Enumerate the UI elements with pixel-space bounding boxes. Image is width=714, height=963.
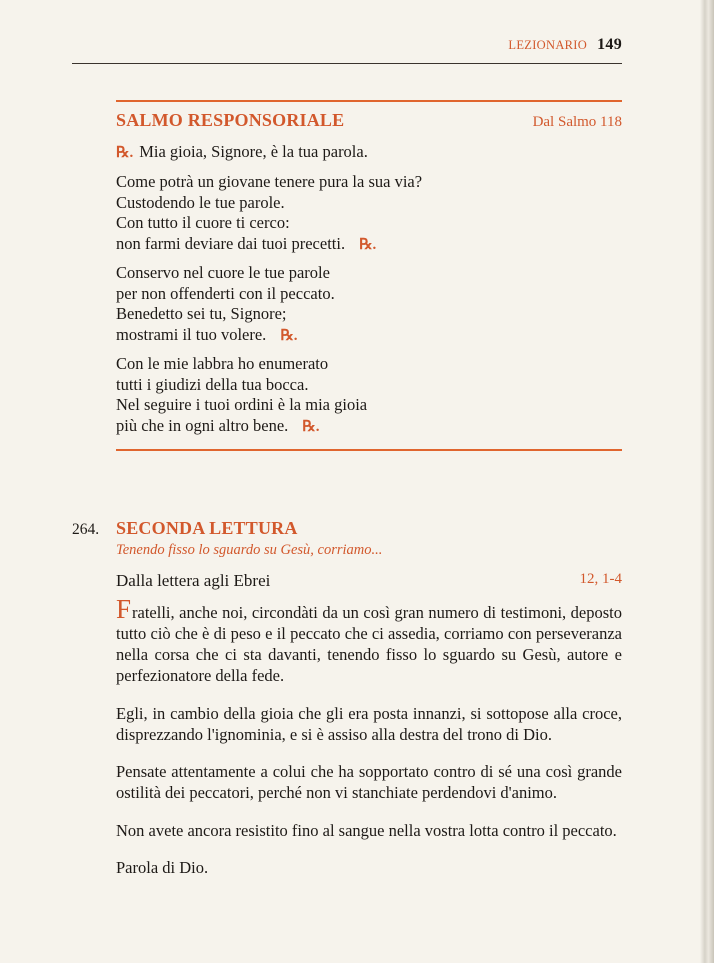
page-edge — [700, 0, 714, 963]
response-symbol: ℞. — [302, 418, 320, 435]
stanza-line: per non offenderti con il peccato. — [116, 283, 335, 303]
page-number: 149 — [597, 36, 622, 53]
response-symbol: ℞. — [280, 327, 298, 344]
reading-paragraph-3: Pensate attentamente a colui che ha sopportato contro di sé una così grande ostilità dei peccatori, perché non vi stanchiate perdendovi d'animo. — [116, 762, 622, 802]
reading-number: 264. — [72, 521, 100, 538]
stanza-line — [116, 234, 622, 256]
header-rule — [72, 63, 622, 64]
response-text: Mia gioia, Signore, è la tua parola. — [139, 142, 368, 161]
reading-heading — [72, 518, 622, 539]
second-reading — [72, 518, 622, 878]
stanza-line: Nel seguire i tuoi ordini è la mia gioia — [116, 395, 368, 414]
stanza-line-text: più che in ogni altro bene. — [116, 415, 289, 435]
reading-source: Dalla lettera agli Ebrei — [116, 571, 271, 590]
stanza-line: tutti i giudizi della tua bocca. — [116, 374, 309, 394]
section-name: LEZIONARIO — [508, 38, 588, 52]
response-symbol: ℞. — [359, 236, 377, 253]
stanza-line: Custodendo le tue parole. — [116, 192, 285, 212]
psalm-title: SALMO RESPONSORIALE — [116, 110, 345, 130]
running-head — [72, 36, 622, 54]
psalm-source: Dal Salmo 118 — [532, 114, 622, 130]
psalm-response — [116, 141, 622, 164]
reading-reference: 12, 1-4 — [579, 571, 622, 587]
psalm-heading — [116, 110, 622, 131]
reading-title: SECONDA LETTURA — [116, 518, 298, 538]
reading-source-row — [116, 571, 622, 591]
stanza-line: Conservo nel cuore le tue parole — [116, 263, 330, 282]
psalm-bottom-rule — [116, 449, 622, 451]
stanza-line: Con tutto il cuore ti cerco: — [116, 213, 290, 232]
stanza-line-text: non farmi deviare dai tuoi precetti. — [116, 233, 346, 253]
stanza-line — [116, 325, 622, 347]
reading-paragraph-2: Egli, in cambio della gioia che gli era posta innanzi, si sottopose alla croce, disprezzando l'ignominia, e si è assiso alla destra del trono di Dio. — [116, 703, 622, 744]
response-symbol: ℞. — [116, 145, 134, 161]
psalm-stanza-2 — [116, 263, 622, 346]
reading-closing: Parola di Dio. — [116, 858, 209, 877]
stanza-line: Benedetto sei tu, Signore; — [116, 304, 287, 323]
reading-paragraph-4: Non avete ancora resistito fino al sangue nella vostra lotta contro il peccato. — [116, 820, 617, 840]
psalm-stanza-1 — [116, 172, 622, 255]
psalm-stanza-3 — [116, 354, 622, 437]
responsorial-psalm — [116, 100, 622, 451]
drop-cap: F — [116, 594, 132, 624]
paragraph-text: ratelli, anche noi, circondàti da un così gran numero di testimoni, deposto tutto ciò che è di peso e il peccato che ci assedia, corriamo con perseveranza nella corsa che ci sta davanti, tenendo fisso lo sguardo su Gesù, autore e perfezionatore della fede. — [116, 603, 622, 685]
reading-body — [116, 571, 622, 878]
stanza-line: Come potrà un giovane tenere pura la sua via? — [116, 172, 423, 191]
stanza-line — [116, 416, 622, 438]
reading-subtitle: Tenendo fisso lo sguardo su Gesù, corriamo... — [116, 542, 383, 558]
stanza-line-text: mostrami il tuo volere. — [116, 324, 267, 344]
psalm-top-rule — [116, 100, 622, 102]
stanza-line: Con le mie labbra ho enumerato — [116, 354, 329, 373]
reading-paragraph-1 — [116, 594, 622, 686]
